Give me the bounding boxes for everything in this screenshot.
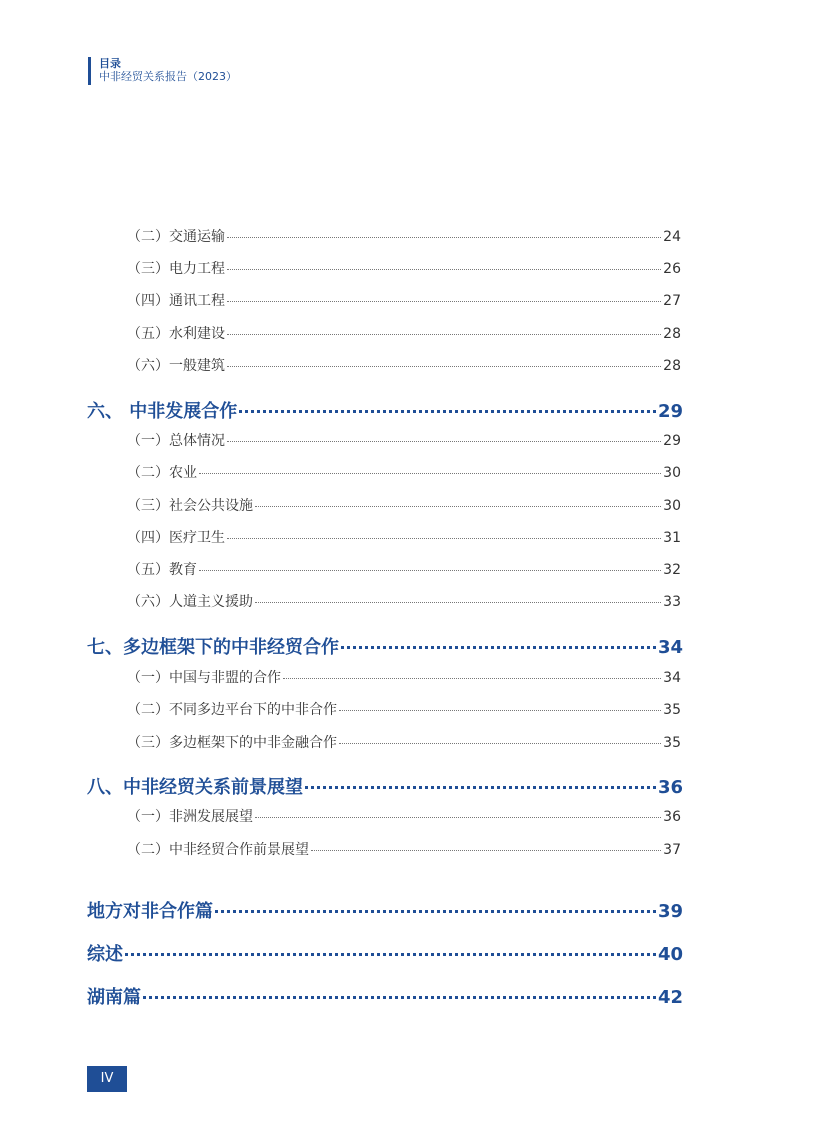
toc-entry-page: 35 <box>663 735 681 751</box>
toc-entry-page: 36 <box>663 809 681 825</box>
dot-leader <box>143 996 656 999</box>
toc-section[interactable] <box>87 773 683 799</box>
toc-section[interactable] <box>87 897 683 923</box>
dot-leader <box>199 473 661 474</box>
toc-entry[interactable] <box>127 806 681 826</box>
dot-leader <box>125 953 656 956</box>
toc-entry[interactable] <box>127 323 681 343</box>
dot-leader <box>311 850 661 851</box>
toc-entry-page: 27 <box>663 293 681 309</box>
toc-entry[interactable] <box>127 527 681 547</box>
toc-entry[interactable] <box>127 290 681 310</box>
dot-leader <box>199 570 661 571</box>
toc-entry-label: （二）不同多边平台下的中非合作 <box>127 702 337 718</box>
toc-entry-page: 33 <box>663 594 681 610</box>
toc-section[interactable] <box>87 633 683 659</box>
header-title: 目录 <box>99 57 121 70</box>
toc-entry[interactable] <box>127 732 681 752</box>
toc-entry-page: 30 <box>663 465 681 481</box>
toc-entry-page: 31 <box>663 530 681 546</box>
dot-leader <box>227 538 661 539</box>
toc-entry-page: 29 <box>663 433 681 449</box>
toc-entry-label: （一）总体情况 <box>127 433 225 449</box>
toc-entry-label: （一）非洲发展展望 <box>127 809 253 825</box>
dot-leader <box>227 301 661 302</box>
toc-entry-page: 28 <box>663 326 681 342</box>
toc-section-page: 39 <box>657 901 683 922</box>
toc-section-label: 八、中非经贸关系前景展望 <box>87 777 303 798</box>
toc-entry[interactable] <box>127 699 681 719</box>
toc-entry-page: 24 <box>663 229 681 245</box>
toc-entry[interactable] <box>127 226 681 246</box>
toc-entry-label: （四）医疗卫生 <box>127 530 225 546</box>
toc-entry-label: （六）人道主义援助 <box>127 594 253 610</box>
dot-leader <box>339 710 661 711</box>
toc-entry[interactable] <box>127 839 681 859</box>
toc-section[interactable] <box>87 940 683 966</box>
toc-section[interactable] <box>87 397 683 423</box>
toc-entry-page: 30 <box>663 498 681 514</box>
dot-leader <box>227 269 661 270</box>
dot-leader <box>239 410 656 413</box>
toc-entry-label: （一）中国与非盟的合作 <box>127 670 281 686</box>
dot-leader <box>283 678 661 679</box>
toc-section-page: 42 <box>657 987 683 1008</box>
toc-section-label: 综述 <box>87 944 123 965</box>
toc-entry-page: 32 <box>663 562 681 578</box>
toc-section-page: 40 <box>657 944 683 965</box>
dot-leader <box>227 441 661 442</box>
toc-entry-label: （三）社会公共设施 <box>127 498 253 514</box>
toc-entry-label: （三）电力工程 <box>127 261 225 277</box>
toc-section[interactable] <box>87 983 683 1009</box>
toc-section-page: 34 <box>657 637 683 658</box>
toc-entry-page: 35 <box>663 702 681 718</box>
dot-leader <box>227 366 661 367</box>
toc-entry[interactable] <box>127 430 681 450</box>
toc-entry-label: （二）交通运输 <box>127 229 225 245</box>
dot-leader <box>255 817 661 818</box>
dot-leader <box>339 743 661 744</box>
toc-entry-label: （二）中非经贸合作前景展望 <box>127 842 309 858</box>
toc-entry-label: （三）多边框架下的中非金融合作 <box>127 735 337 751</box>
dot-leader <box>227 237 661 238</box>
toc-entry-page: 28 <box>663 358 681 374</box>
page-number: IV <box>87 1066 127 1092</box>
toc-section-label: 湖南篇 <box>87 987 141 1008</box>
dot-leader <box>255 506 661 507</box>
toc-entry-page: 37 <box>663 842 681 858</box>
toc-entry-label: （二）农业 <box>127 465 197 481</box>
toc-entry[interactable] <box>127 667 681 687</box>
toc-section-page: 36 <box>657 777 683 798</box>
dot-leader <box>341 646 656 649</box>
toc-entry-label: （四）通讯工程 <box>127 293 225 309</box>
dot-leader <box>305 786 656 789</box>
toc-entry-label: （五）水利建设 <box>127 326 225 342</box>
toc-section-label: 地方对非合作篇 <box>87 901 213 922</box>
toc-entry[interactable] <box>127 355 681 375</box>
toc-entry[interactable] <box>127 462 681 482</box>
toc-entry-page: 26 <box>663 261 681 277</box>
toc-section-label: 六、 中非发展合作 <box>87 401 238 422</box>
toc-entry[interactable] <box>127 258 681 278</box>
toc-entry[interactable] <box>127 495 681 515</box>
dot-leader <box>227 334 661 335</box>
toc-entry-label: （五）教育 <box>127 562 197 578</box>
toc-entry[interactable] <box>127 559 681 579</box>
header-subtitle: 中非经贸关系报告（2023） <box>99 70 237 83</box>
toc-entry-label: （六）一般建筑 <box>127 358 225 374</box>
toc-section-page: 29 <box>657 401 683 422</box>
toc-entry[interactable] <box>127 591 681 611</box>
toc-section-label: 七、多边框架下的中非经贸合作 <box>87 637 339 658</box>
dot-leader <box>215 910 656 913</box>
toc-entry-page: 34 <box>663 670 681 686</box>
dot-leader <box>255 602 661 603</box>
